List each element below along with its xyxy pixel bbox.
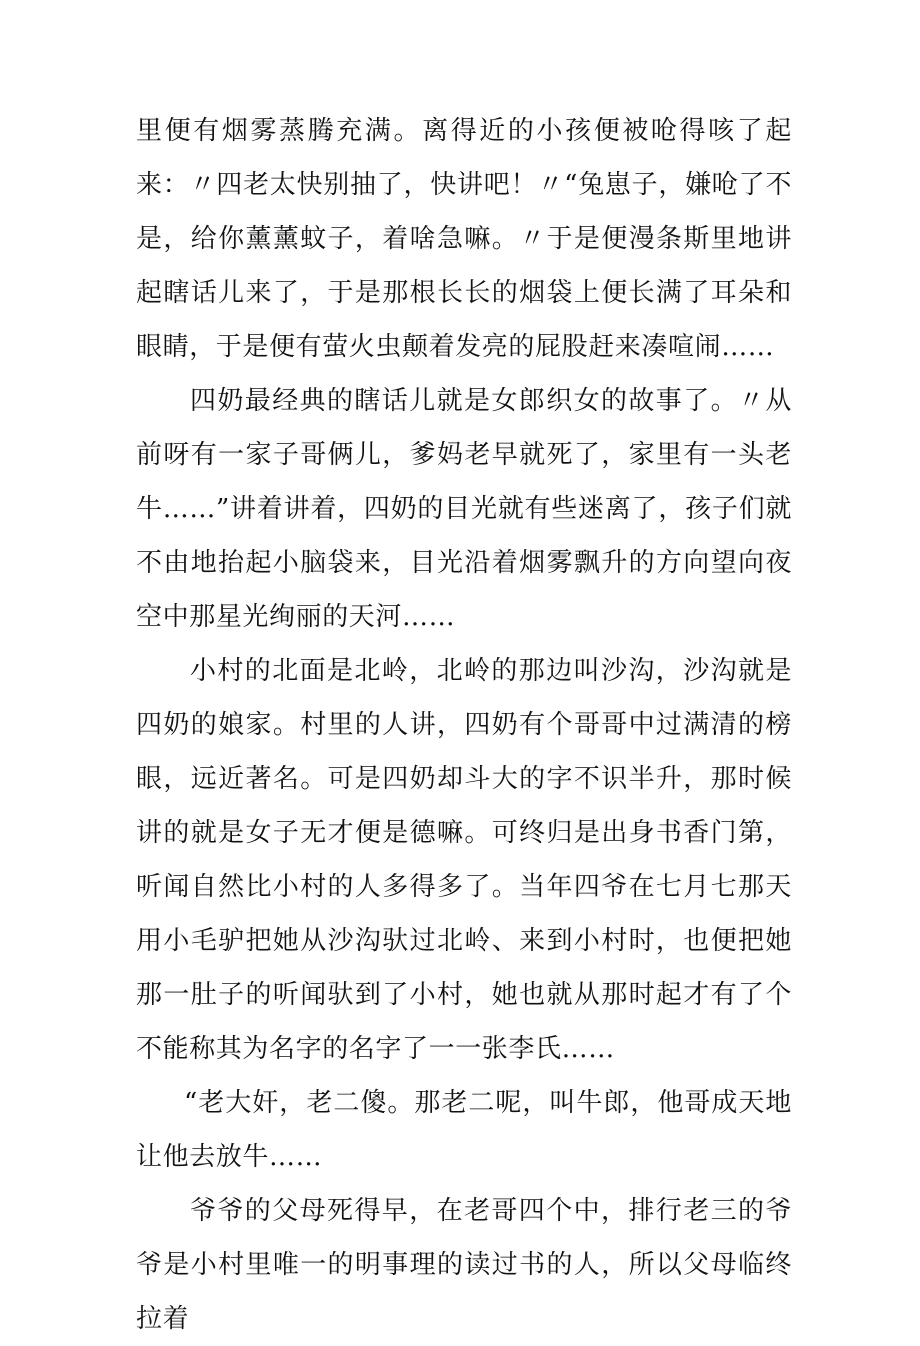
document-body	[136, 104, 792, 1346]
paragraph-1: 里便有烟雾蒸腾充满。离得近的小孩便被呛得咳了起来：〃四老太快别抽了，快讲吧！〃“兔崽子，嫌呛了不是，给你薰薰蚊子，着啥急嘛。〃于是便漫条斯里地讲起瞎话儿来了，于是那根长长的烟袋上便长满了耳朵和眼睛，于是便有萤火虫颠着发亮的屁股赶来凑喧闹……	[136, 116, 792, 362]
paragraph-2: 四奶最经典的瞎话儿就是女郎织女的故事了。〃从前呀有一家子哥俩儿，爹妈老早就死了，家里有一头老牛……”讲着讲着，四奶的目光就有些迷离了，孩子们就不由地抬起小脑袋来，目光沿着烟雾飘升的方向望向夜空中那星光绚丽的天河……	[136, 386, 792, 632]
paragraph-5: 爷爷的父母死得早，在老哥四个中，排行老三的爷爷是小村里唯一的明事理的读过书的人，所以父母临终拉着	[136, 1196, 792, 1334]
paragraph-4: “老大奸，老二傻。那老二呢，叫牛郎，他哥成天地让他去放牛……	[136, 1088, 792, 1172]
paragraph-3: 小村的北面是北岭，北岭的那边叫沙沟，沙沟就是四奶的娘家。村里的人讲，四奶有个哥哥中过满清的榜眼，远近著名。可是四奶却斗大的字不识半升，那时候讲的就是女子无才便是德嘛。可终归是出身书香门第，听闻自然比小村的人多得多了。当年四爷在七月七那天用小毛驴把她从沙沟驮过北岭、来到小村时，也便把她那一肚子的听闻驮到了小村，她也就从那时起才有了个不能称其为名字的名字了一一张李氏……	[136, 656, 792, 1064]
